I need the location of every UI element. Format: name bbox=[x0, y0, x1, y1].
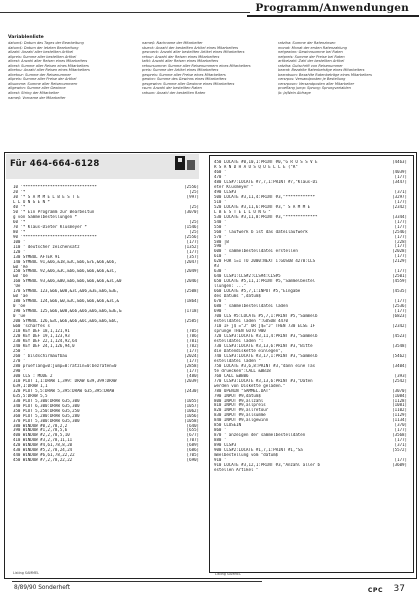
code-text: 100 ' bbox=[13, 239, 26, 244]
code-text: 670 ' bbox=[214, 299, 227, 304]
code-text: 350 PLOT 5,250:DRAW 635,250 bbox=[13, 408, 80, 413]
code-text: L L U N G E N * bbox=[13, 199, 50, 204]
checksum: [3609] bbox=[392, 463, 407, 468]
checksum: [2049] bbox=[184, 269, 199, 274]
code-text: 470 ' bbox=[214, 174, 227, 179]
page-header bbox=[0, 0, 419, 18]
header-rule bbox=[0, 12, 250, 13]
code-text: werden von Diskette geladen." bbox=[214, 383, 286, 388]
code-text: 910 LOCATE #3,12,1:PRINT #3,"Anzahl aller b bbox=[214, 463, 320, 468]
variable-entry: netgewinn: Gewinnsumme bei Raten bbox=[278, 50, 343, 55]
code-text: 440 WINDOW #6,61,78,22,22 bbox=[13, 453, 75, 458]
code-text: 830 INPUT #9,allsumme bbox=[214, 413, 266, 418]
page-footer bbox=[0, 578, 419, 599]
code-text: 720 CLS#3:LOCATE #3,11,4:PRINT #3,"Sammelb bbox=[214, 333, 318, 338]
variable-entry: rsum: Anzahl der bestellten Raten bbox=[142, 86, 202, 91]
code-text: 40 '* bbox=[13, 204, 26, 209]
code-text: 160 SYMBOL 93,&66,&00,&66,&66,&66,&66,&3C,&0 bbox=[13, 279, 122, 284]
magazine-logo: CPC bbox=[367, 587, 383, 594]
checksum: [4559] bbox=[392, 279, 407, 284]
checksum: [393] bbox=[394, 373, 407, 378]
code-text: 710 IF j$ ="J" OR j$="J" THEN 730 ELSE IF bbox=[214, 323, 316, 328]
code-text: 80 '* bbox=[13, 229, 26, 234]
checksum: [1057] bbox=[184, 403, 199, 408]
checksum: [705] bbox=[186, 453, 199, 458]
code-text: 480 CLS#7:LOCATE #7,7,1:PRINT #7,"Klaus-Di bbox=[214, 179, 318, 184]
checksum: [177] bbox=[394, 199, 407, 204]
code-text: &0 'Ae bbox=[13, 264, 28, 269]
code-text: 810 INPUT #9,allpreis bbox=[214, 403, 266, 408]
code-text: 740 CLS#3:LOCATE #3,17,1:PRINT #3,"Sammelb bbox=[214, 353, 318, 358]
code-text: L B E S T E L L U N G " bbox=[214, 209, 271, 214]
code-text: 230 KEY DEF 22,1,124,92,64 bbox=[13, 339, 78, 344]
code-text: des Datums ",datum$ bbox=[214, 294, 261, 299]
checksum: [677] bbox=[186, 433, 199, 438]
checksum: [3404] bbox=[392, 363, 407, 368]
checksum: [690] bbox=[186, 458, 199, 463]
checksum: [177] bbox=[394, 458, 407, 463]
code-text: 790 INPUT #9,datum$ bbox=[214, 393, 261, 398]
code-text: sprunge THEN GOTO 900 bbox=[214, 328, 266, 333]
code-text: 890 CLS#3 bbox=[214, 443, 237, 448]
variable-list bbox=[8, 35, 410, 135]
code-text: 460 ' bbox=[214, 169, 227, 174]
code-text: 'Ue bbox=[13, 284, 21, 289]
code-text: 260 ' bildschirmaufbau bbox=[13, 353, 68, 358]
variable-entry: allsumme: Summe aller Reisenummern bbox=[8, 81, 78, 86]
code-text: 640 CLS#1:CLS#2:CLS#4:CLS#5 bbox=[214, 274, 281, 279]
variable-entry: allrest: Summe aller Reisen eines Mitarbeiters bbox=[8, 63, 89, 68]
code-text: die Datendiskette einlegen", bbox=[214, 348, 284, 353]
checksum: [2047] bbox=[184, 259, 199, 264]
checksum: [25] bbox=[189, 204, 199, 209]
checksum: [370] bbox=[394, 423, 407, 428]
code-text: 240 KEY DEF 24,1,126,94,0 bbox=[13, 344, 75, 348]
checksum: [177] bbox=[394, 269, 407, 274]
code-text: 410 WINDOW #3,2,78,11,11 bbox=[13, 438, 73, 443]
variable-entry: gesgewinn: Summe aller Gewinne eines Mitarbeiters bbox=[142, 81, 235, 86]
checksum: [1546] bbox=[184, 224, 199, 229]
checksum: [2536] bbox=[392, 304, 407, 309]
disk-drive-icon bbox=[187, 160, 195, 170]
code-text: #3 bbox=[214, 264, 219, 269]
variable-entry: allgewinn: Summe aller Gewinne bbox=[8, 86, 66, 91]
checksum: [2858] bbox=[184, 363, 199, 368]
code-text: 900 CLS#2:LOCATE #1,7,1:PRINT #1,"Sa bbox=[214, 448, 303, 453]
checksum: [2501] bbox=[392, 274, 407, 279]
code-text: 570 ' bbox=[214, 234, 227, 239]
code-text: 635,5:DRAW 5,5 bbox=[13, 393, 48, 398]
checksum: [177] bbox=[186, 348, 199, 353]
checksum: [371] bbox=[394, 443, 407, 448]
checksum: [25] bbox=[189, 189, 199, 194]
code-text: 870 ' anzeigen der sammelbestelldaten bbox=[214, 433, 306, 438]
checksum: [1128] bbox=[392, 398, 407, 403]
variable-entry: ratziha: Gutschrift von Reisenummer bbox=[278, 63, 343, 68]
checksum: [2430] bbox=[184, 388, 199, 393]
variable-entry: stueck: Anzahl der bestellten Artikel eines Mitarbeiters bbox=[142, 45, 239, 50]
code-text: 340 PLOT 6,300:DRAW 635,300 bbox=[13, 403, 80, 408]
checksum: [480] bbox=[186, 373, 199, 378]
code-text: mmelbestellung vom "datum$ bbox=[214, 453, 279, 458]
variable-entry: netpreis: Summe der Preise bei Raten bbox=[278, 54, 345, 59]
checksum: [2508] bbox=[184, 289, 199, 294]
listing-caption-right: Listing SAMMEL bbox=[215, 572, 241, 576]
checksum: [640] bbox=[186, 423, 199, 428]
issue-label: 8/89/90 Sonderheft bbox=[14, 585, 71, 591]
code-text: 650 LOCATE #5,11,1:PRINT #5,"Sammelbestel bbox=[214, 279, 316, 284]
code-text: estelldatei laden ": bbox=[214, 338, 264, 343]
code-text: 280 prueflang=0:jump=0:ratzin=0:bezraten=0 bbox=[13, 363, 117, 368]
variable-entry: name$: Vorname der Mitarbeiter bbox=[8, 95, 66, 100]
code-text: 610 ' bbox=[214, 254, 227, 259]
code-text: 0 'oe bbox=[13, 304, 26, 309]
code-text: te druecken":CALL &BB18 bbox=[214, 368, 271, 373]
variable-column-2 bbox=[142, 41, 274, 96]
header-bar bbox=[247, 15, 419, 17]
code-text: 490 CLS#3 bbox=[214, 189, 237, 194]
variable-entry: allretou: Anzahl aller Reisen eines Mitarbeiters bbox=[8, 68, 90, 73]
code-text: 530 LOCATE #3,11,8:PRINT #3,"************* bbox=[214, 214, 318, 219]
code-text: 30 '* S A M M E L B E S T E bbox=[13, 194, 80, 199]
code-text: 370 PLOT 5,300:DRAW 635,300 bbox=[13, 418, 80, 423]
variable-entry: gesrueck: Anzahl aller bestellten Artikel eines Mitarbeiters bbox=[142, 50, 245, 55]
code-text: 430 WINDOW #5,2,78,24,24 bbox=[13, 448, 73, 453]
checksum: [689] bbox=[186, 443, 199, 448]
code-text: 400 WINDOW #2,2,78,5,10 bbox=[13, 433, 70, 438]
code-text: 500 LOCATE #3,11,4:PRINT #3,"************ bbox=[214, 194, 316, 199]
checksum: [1084] bbox=[392, 393, 407, 398]
checksum: [177] bbox=[186, 249, 199, 254]
checksum: [177] bbox=[394, 299, 407, 304]
code-text: 639,1:DRAW 1,1 bbox=[13, 383, 48, 388]
checksum: [371] bbox=[394, 189, 407, 194]
code-text: 510 ' bbox=[214, 199, 227, 204]
checksum: [5572] bbox=[392, 448, 407, 453]
code-text: estelldatei laden " bbox=[214, 358, 261, 363]
checksum: [3070] bbox=[184, 209, 199, 214]
checksum: [228] bbox=[394, 239, 407, 244]
code-text: 520 LOCATE #3,11,6:PRINT #3," S A M M E bbox=[214, 204, 311, 209]
code-text: 800 INPUT #9,allzahl bbox=[214, 398, 264, 403]
variable-entry: versrpos: Versandposten je Bestellung bbox=[278, 77, 346, 82]
checksum: [707] bbox=[186, 438, 199, 443]
listing-column-right bbox=[214, 160, 407, 473]
checksum: [3344] bbox=[392, 214, 407, 219]
checksum: [3447] bbox=[392, 179, 407, 184]
code-text: 760 CALL &BB06 bbox=[214, 373, 249, 378]
checksum: [655] bbox=[186, 428, 199, 433]
checksum: [4463] bbox=[392, 160, 407, 164]
listing-caption-left: Listing SAMMEL bbox=[13, 571, 39, 575]
checksum: [1058] bbox=[184, 418, 199, 423]
checksum: [1718] bbox=[184, 309, 199, 314]
code-text: 70 '* Klaus-Dieter Klusmeyer * bbox=[13, 224, 87, 229]
checksum: [177] bbox=[394, 309, 407, 314]
checksum: [3297] bbox=[392, 194, 407, 199]
variable-entry: retoursumme: Summe aller Reisenummern eines Mitarbeiters bbox=[142, 63, 251, 68]
code-text: 450 LOCATE #0,10,1:PRINT #0,"G R O S S V E bbox=[214, 160, 318, 164]
code-text: 120 ' bbox=[13, 249, 26, 254]
checksum: [1129] bbox=[392, 413, 407, 418]
code-text: 780 OPENIN "SAMMEL.DAT" bbox=[214, 388, 271, 393]
code-text: 390 WINDOW #1,2,78,5,6 bbox=[13, 428, 68, 433]
code-text: g von Sammelbestellungen * bbox=[13, 214, 78, 219]
code-text: estellen Artikel " bbox=[214, 468, 259, 473]
code-text: 770 CLS#3:LOCATE #3,13,6:PRINT #3,"Daten bbox=[214, 378, 313, 383]
checksum: [1134] bbox=[392, 418, 407, 423]
code-text: 560 ' laufwerk b ist das dateilaufwerk bbox=[214, 229, 308, 234]
code-text: 250 ' bbox=[13, 348, 26, 353]
variable-entry: allretour: Summe der Reisenummer bbox=[8, 72, 71, 77]
variable-entry: gewinn: Summe des Gewinns eines Mitarbeiters bbox=[142, 77, 227, 82]
checksum: [177] bbox=[186, 239, 199, 244]
page-number: 37 bbox=[393, 584, 405, 594]
code-text: 690 ' bbox=[214, 309, 227, 314]
checksum: [6823] bbox=[392, 314, 407, 319]
listing-box-right bbox=[209, 155, 414, 573]
variable-entry: allpreis: Summe aller bestellten Artikel bbox=[8, 54, 77, 59]
checksum: [177] bbox=[394, 244, 407, 249]
checksum: [2024] bbox=[184, 353, 199, 358]
listing-column-left bbox=[13, 185, 199, 463]
code-text: &60 'scharfes s bbox=[13, 324, 50, 329]
variable-entry: gespreis: Summe aller Preise eines Mitarbeiters bbox=[142, 72, 226, 77]
code-text: 60 '* bbox=[13, 219, 26, 224]
code-text: 320 PLOT 5,5:DRAW 5,395:DRAW 635,395:DRAW bbox=[13, 388, 115, 393]
code-line bbox=[214, 468, 407, 473]
code-text: 200 SYMBOL 126,&3C,&66,&66,&6C,&66,&66,&6C, bbox=[13, 319, 119, 324]
checksum: [705] bbox=[186, 329, 199, 334]
checksum: [3070] bbox=[392, 388, 407, 393]
code-text: 590 ' bbox=[214, 244, 227, 249]
variable-entry: tatkl: Anzahl aller Reisen eines Mitarbeiters bbox=[142, 59, 219, 64]
code-text: 820 INPUT #9,allretour bbox=[214, 408, 269, 413]
code-text: 50 '* Ein Programm zur Bearbeitun bbox=[13, 209, 95, 214]
checksum: [357] bbox=[186, 254, 199, 259]
code-text: 300 CLS : MODE 2 bbox=[13, 373, 53, 378]
code-text: 580 |B bbox=[214, 239, 229, 244]
checksum: [5462] bbox=[392, 353, 407, 358]
checksum: [2129] bbox=[392, 259, 407, 264]
variable-entry: ratziha: Summe der Ratenzinsen bbox=[278, 41, 336, 45]
checksum: [4523] bbox=[392, 333, 407, 338]
variable-entry: datum$: Datum des Tages der Bearbeitung bbox=[8, 41, 84, 45]
checksum: [2556] bbox=[184, 185, 199, 189]
variable-entry: monat: Monat der ersten Ratenzahlung bbox=[278, 45, 347, 50]
code-text: 290 ' bbox=[13, 368, 26, 373]
checksum: [177] bbox=[394, 224, 407, 229]
code-text: 600 ' sammelbestelldatei erstellen bbox=[214, 249, 298, 254]
code-text: 10 '****************************** bbox=[13, 185, 97, 189]
code-text: eter Klusmeyer " bbox=[214, 184, 254, 189]
checksum: [4535] bbox=[392, 289, 407, 294]
code-text: 630 ' bbox=[214, 269, 227, 274]
code-text: 270 ' bbox=[13, 358, 26, 363]
code-text: 310 PLOT 1,1:DRAW 1,399: DRAW 639,399:DRAW bbox=[13, 378, 117, 383]
variable-entry: jb: Ja/Nein Abfrage bbox=[278, 91, 311, 96]
checksum: [2342] bbox=[392, 204, 407, 209]
code-text: 360 PLOT 5,280:DRAW 635,280 bbox=[13, 413, 80, 418]
code-text: 20 '* bbox=[13, 189, 26, 194]
checksum: [177] bbox=[394, 234, 407, 239]
variable-entry: allrest: Anzahl aller Reisen eines Mitarbeiters bbox=[8, 59, 88, 64]
checksum: [2556] bbox=[184, 234, 199, 239]
code-text: 220 KEY DEF 19,1,123,93 bbox=[13, 334, 70, 339]
checksum: [177] bbox=[186, 358, 199, 363]
code-text: llungen: ..." bbox=[214, 284, 247, 289]
code-text: 330 PLOT 5,300:DRAW 635,300 bbox=[13, 398, 80, 403]
checksum: [2046] bbox=[184, 279, 199, 284]
code-text: 210 KEY DEF 18,1,121,91 bbox=[13, 329, 70, 334]
code-text: 700 CLS #5:LOCATE #5,7,1:PRINT #5,"Sammelb bbox=[214, 314, 318, 319]
code-text: 130 SYMBOL AFTER 91 bbox=[13, 254, 60, 259]
variable-entry: name$: Nachname der Mitarbeiter bbox=[142, 41, 203, 45]
checksum: [781] bbox=[186, 339, 199, 344]
checksum: [1102] bbox=[392, 408, 407, 413]
banner-title: Für 464-664-6128 bbox=[10, 159, 100, 169]
checksum: [2542] bbox=[392, 378, 407, 383]
checksum: [2039] bbox=[184, 378, 199, 383]
variable-entry: datum$: Datum der letzten Bearbeitung bbox=[8, 45, 79, 50]
variable-list-title: Variablenliste bbox=[8, 35, 44, 40]
cpc-model-banner bbox=[6, 154, 199, 179]
checksum: [177] bbox=[186, 368, 199, 373]
checksum: [782] bbox=[186, 344, 199, 348]
checksum: [1062] bbox=[184, 408, 199, 413]
checksum: [4039] bbox=[392, 169, 407, 174]
code-text: 910 ' bbox=[214, 458, 227, 463]
floppy-disk-icon bbox=[175, 156, 185, 170]
variable-entry: ratsum: Anzahl der bestellten Raten bbox=[142, 91, 206, 96]
code-text: &0 'ae bbox=[13, 294, 28, 299]
variable-entry: bezratsum: Bezahlte Ratenbeträge eines Mitarbeiters bbox=[278, 72, 372, 77]
code-text: &0 'Oe bbox=[13, 274, 28, 279]
checksum: [786] bbox=[186, 334, 199, 339]
code-text: 190 SYMBOL 125,&66,&00,&66,&66,&66,&66,&3E,& bbox=[13, 309, 122, 314]
code-text: 850 CLOSEIN bbox=[214, 423, 242, 428]
variable-entry: artikelzahl: Zahl der bestellten Artikel bbox=[278, 59, 345, 64]
code-text: 380 WINDOW #0,2,78,2,2 bbox=[13, 423, 68, 428]
code-text: 150 SYMBOL 92,&66,&3C,&66,&66,&66,&66,&3C, bbox=[13, 269, 117, 274]
code-text: 90 '****************************** bbox=[13, 234, 97, 239]
code-text: R S A N D H A U S Q U E L L E ("R" bbox=[214, 164, 298, 169]
code-text: 450 WINDOW #7,2,78,22,22 bbox=[13, 458, 73, 463]
code-text: 880 ' bbox=[214, 438, 227, 443]
checksum: [177] bbox=[394, 438, 407, 443]
variable-entry: bezrat: Bezahlte Ratenbeträge eines Mitarbeiters bbox=[278, 68, 365, 73]
code-text: 0 'ue bbox=[13, 314, 26, 319]
checksum: [1081] bbox=[392, 403, 407, 408]
code-text: estelldatei laden ":GOSUB 4470 bbox=[214, 319, 288, 323]
code-text: 170 SYMBOL 123,&66,&00,&3C,&06,&3E,&66,&3E, bbox=[13, 289, 119, 294]
variable-entry: allzahl: Anzahl aller bestellten Artikel bbox=[8, 50, 74, 55]
checksum: [3548] bbox=[392, 343, 407, 348]
code-text: 550 ' bbox=[214, 224, 227, 229]
program-listing bbox=[4, 152, 417, 579]
code-text: 840 INPUT #9,allgewinn bbox=[214, 418, 269, 423]
checksum: [1055] bbox=[184, 398, 199, 403]
checksum: [177] bbox=[394, 219, 407, 224]
variable-column-1 bbox=[8, 41, 140, 100]
checksum: [3568] bbox=[392, 433, 407, 438]
checksum: [25] bbox=[189, 219, 199, 224]
checksum: [1864] bbox=[184, 299, 199, 304]
code-text: 680 ' sammelbestelldatei laden bbox=[214, 304, 288, 309]
code-text: 660 LOCATE #5,7,1:INPUT #5,"Eingabe bbox=[214, 289, 301, 294]
checksum: [997] bbox=[186, 194, 199, 199]
checksum: [2028] bbox=[392, 249, 407, 254]
checksum: [2342] bbox=[392, 323, 407, 328]
checksum: [1352] bbox=[184, 244, 199, 249]
code-text: 420 WINDOW #4,61,78,8,20 bbox=[13, 443, 73, 448]
checksum: [686] bbox=[186, 448, 199, 453]
variable-entry: versrposm: Versandposten aller Mitarbeiter bbox=[278, 81, 355, 86]
checksum: [177] bbox=[394, 428, 407, 433]
code-line bbox=[13, 458, 199, 463]
code-text: 620 FOR i=1 TO 2000:NEXT i:GOSUB 4270:CLS bbox=[214, 259, 316, 264]
code-text: 110 ' deutscher zeichensatz bbox=[13, 244, 80, 249]
code-text: 750 LOCATE #3,6,8:PRINT #3,"dann eine Tas bbox=[214, 363, 316, 368]
code-text: 180 SYMBOL 124,&66,&0,&3C,&66,&66,&66,&3C,& bbox=[13, 299, 119, 304]
checksum: [177] bbox=[394, 254, 407, 259]
code-text: 140 SYMBOL 91,&66,&18,&3C,&66,&7E,&66,&66, bbox=[13, 259, 117, 264]
code-text: 540 ' bbox=[214, 219, 227, 224]
code-text: 860 ' bbox=[214, 428, 227, 433]
checksum: [177] bbox=[394, 174, 407, 179]
variable-column-3 bbox=[278, 41, 410, 96]
footer-rule bbox=[12, 581, 262, 582]
checksum: [2585] bbox=[184, 319, 199, 324]
code-text: 730 CLS#3:LOCATE #3,13,6:PRINT #3,"Bitte bbox=[214, 343, 313, 348]
checksum: [1056] bbox=[184, 413, 199, 418]
checksum: [25] bbox=[189, 229, 199, 234]
variable-entry: prueflang jump: Sprung; Sprungvariablen bbox=[278, 86, 351, 91]
variable-entry: allrest: String der Mitarbeiter bbox=[8, 91, 59, 96]
variable-entry: retour: Anzahl der Reisen eines Mitarbeiters bbox=[142, 54, 220, 59]
checksum: [2546] bbox=[392, 229, 407, 234]
section-title: Programm/Anwendungen bbox=[255, 2, 409, 14]
variable-entry: preis: Summe der Artikel eines Mitarbeiters bbox=[142, 68, 219, 73]
variable-entry: allpreis: Summe aller Preise der Artikel bbox=[8, 77, 77, 82]
